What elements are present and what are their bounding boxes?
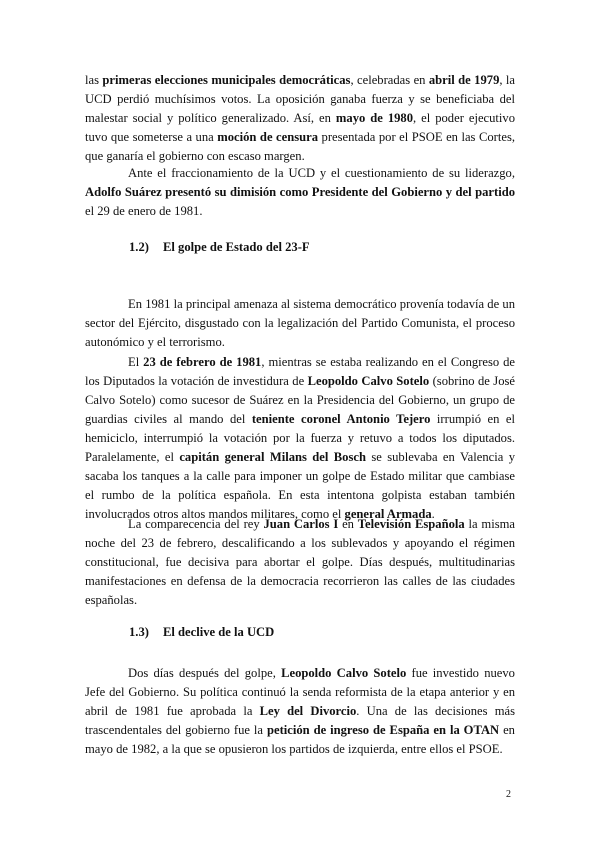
paragraph-declive: Dos días después del golpe, Leopoldo Calvo Sotelo fue investido nuevo Jefe del Gobierno. Su política continuó la senda reformista de la etapa anterior y en abril de 1981 fue aprobada la Ley del Divorcio. Una de las decisiones más trascendentales del gobierno fue la petición de ingreso de España en la OTAN en mayo de 1982, a la que se opusieron los partidos de izquierda, entre ellos el PSOE. <box>85 666 515 756</box>
page-number: 2 <box>506 789 511 800</box>
section-heading-1-2: 1.2) El golpe de Estado del 23-F <box>129 240 310 254</box>
paragraph-amenaza: En 1981 la principal amenaza al sistema democrático provenía todavía de un sector del Ejército, disgustado con la legalización del Partido Comunista, el proceso autonómico y el terrorismo. <box>85 297 515 349</box>
paragraph-elecciones: las primeras elecciones municipales democráticas, celebradas en abril de 1979, la UCD perdió muchísimos votos. La oposición ganaba fuerza y se beneficiaba del malestar social y político generalizado. Así, en mayo de 1980, el poder ejecutivo tuvo que someterse a una moción de censura presentada por el PSOE en las Cortes, que ganaría el gobierno con escaso margen. <box>85 73 516 163</box>
paragraph-golpe: El 23 de febrero de 1981, mientras se estaba realizando en el Congreso de los Diputados la votación de investidura de Leopoldo Calvo Sotelo (sobrino de José Calvo Sotelo) como sucesor de Suárez en la Presidencia del Gobierno, un grupo de guardias civiles al mando del teniente coronel Antonio Tejero irrumpió en el hemiciclo, interrumpió la votación por la fuerza y retuvo a todos los diputados. Paralelamente, el capitán general Milans del Bosch se sublevaba en Valencia y sacaba los tanques a la calle para imponer un golpe de Estado militar que cambiase el rumbo de la política española. En esta intentona golpista estaban también involucrados otros altos mandos militares, como el general Armada. <box>85 355 516 521</box>
section-heading-1-3: 1.3) El declive de la UCD <box>129 625 275 639</box>
paragraph-dimision: Ante el fraccionamiento de la UCD y el cuestionamiento de su liderazgo, Adolfo Suárez presentó su dimisión como Presidente del Gobierno y del partido el 29 de enero de 1981. <box>85 166 515 218</box>
paragraph-comparecencia: La comparecencia del rey Juan Carlos I en Televisión Española la misma noche del 23 de febrero, descalificando a los sublevados y apoyando el régimen constitucional, fue decisiva para abortar el golpe. Días después, multitudinarias manifestaciones en defensa de la democracia recorrieron las calles de las ciudades españolas. <box>85 517 516 607</box>
